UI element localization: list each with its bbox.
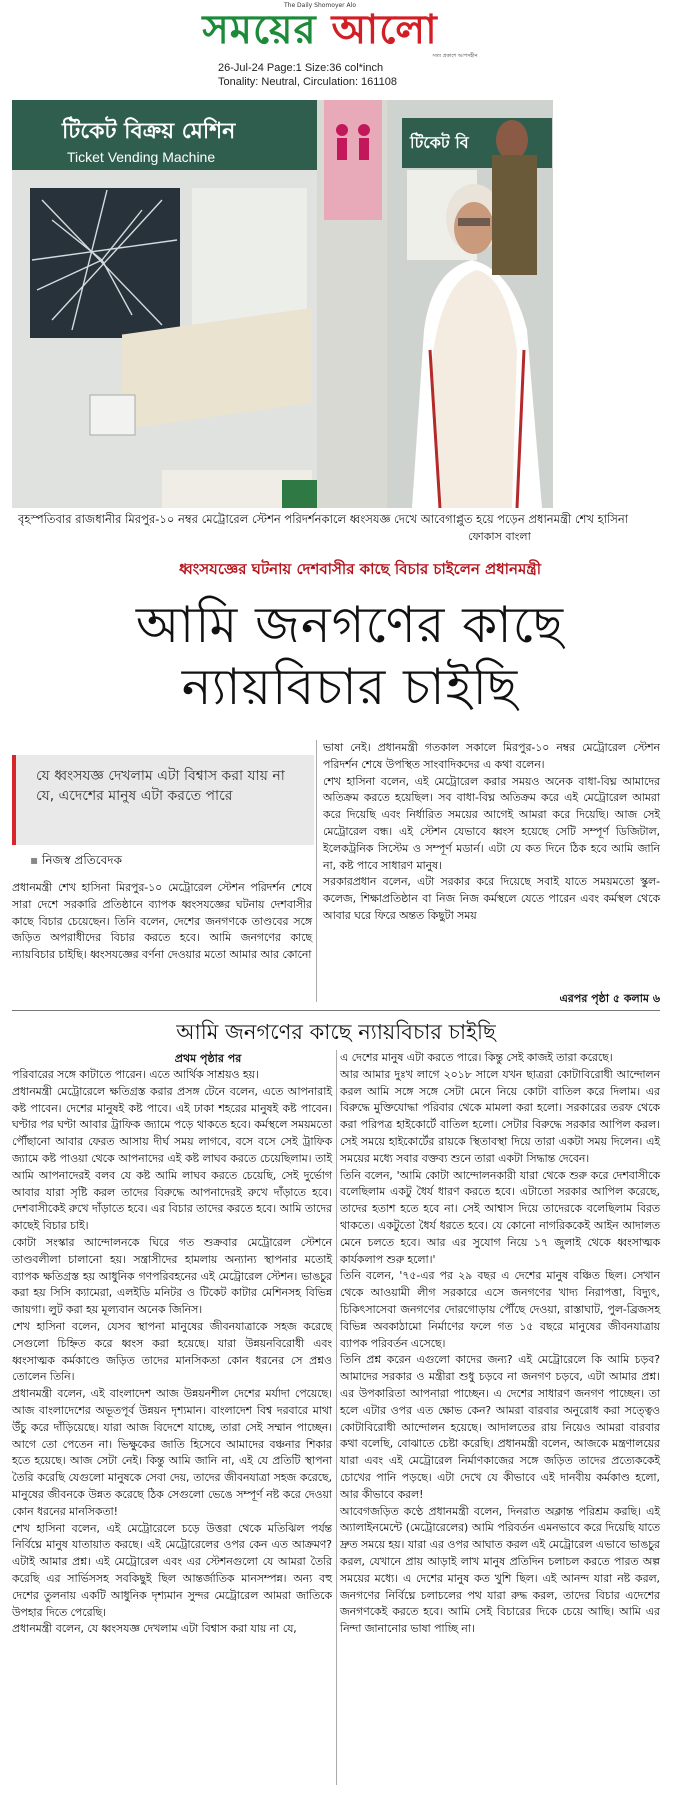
lead-column-2: ভাষা নেই। প্রধানমন্ত্রী গতকাল সকালে মিরপুর-১০ নম্বর মেট্রোরেল স্টেশন পরিদর্শন শেষে উপস্থিত সাংবাদিকদের এ কথা বলেন। শেখ হাসিনা বলেন, এই মেট্রোরেল করার সময়ও অনেক বাধা-বিঘ্ন আমাদের অতিক্রম করতে হয়েছিল। সব বাধা-বিঘ্ন অতিক্রম করে এই মেট্রোরেল আমরা করে দিয়েছি এবং নির্ধারিত সময়ের আগেই আমরা করে দিয়েছি। আজ সেই মেট্রোরেল বন্ধ। এই স্টেশন যেভাবে ধ্বংস হয়েছে সেটি সম্পূর্ণ ডিজিটাল, ইলেকট্রনিক সিস্টেম ও সম্পূর্ণ মডার্ন। এটা যে কত দিনে ঠিক হবে আমি জানি না, কষ্ট পাবে সাধারণ মানুষ। সরকারপ্রধান বলেন, এটা সরকার করে দিয়েছে সবাই যাতে সময়মতো স্কুল-কলেজ, শিক্ষাপ্রতিষ্ঠান বা নিজ নিজ কর্মস্থলে যেতে পারেন এবং কর্মস্থল থেকে আবার ঘরে ফিরে অন্তত কিছুটা সময় [323, 741, 660, 922]
lead-column-1: প্রধানমন্ত্রী শেখ হাসিনা মিরপুর-১০ মেট্রোরেল স্টেশন পরিদর্শন শেষে সারা দেশে সরকারি প্রতিষ্ঠানে ব্যাপক ধ্বংসযজ্ঞের ঘটনায় দেশবাসীর কাছে বিচার চেয়েছেন। তিনি বলেন, দেশের জনগণকে তাণ্ডবের সঙ্গে জড়িত অপরাধীদের বিচার করতে হবে। আমি জনগণের কাছে ন্যায়বিচার চাইছি। ধ্বংসযজ্ঞের বর্ণনা দেওয়ার মতো আমার আর কোনো [12, 881, 312, 962]
byline [30, 852, 122, 872]
masthead-english-name: The Daily Shomoyer Alo [283, 2, 356, 9]
headline-line2: ন্যায়বিচার চাইছি [181, 658, 519, 716]
masthead-title-part1: সময়ের [202, 7, 317, 53]
sign-right-bn: টিকেট বি [410, 133, 469, 152]
photo-credit: ফোকাস বাংলা [468, 530, 531, 543]
masthead-title-part2: আলো [331, 7, 438, 53]
news-photo-illustration [12, 100, 553, 508]
sign-left-en: Ticket Vending Machine [67, 149, 216, 165]
column-divider [336, 1050, 337, 1785]
continued-on: এরপর পৃষ্ঠা ৫ কলাম ৬ [559, 992, 660, 1005]
kicker: ধ্বংসযজ্ঞের ঘটনায় দেশবাসীর কাছে বিচার চাইলেন প্রধানমন্ত্রী [179, 560, 541, 578]
jump-from-label: প্রথম পৃষ্ঠার পর [174, 1052, 242, 1065]
byline-icon: ▪ [30, 853, 42, 867]
clip-meta-line2: Tonality: Neutral, Circulation: 161108 [218, 76, 397, 88]
sign-left-bn: টিকেট বিক্রয় মেশিন [62, 119, 236, 144]
masthead-tagline: সত্য প্রকাশে আপসহীন [432, 53, 478, 59]
news-photo [12, 100, 553, 508]
photo-caption: বৃহস্পতিবার রাজধানীর মিরপুর-১০ নম্বর মেট্রোরেল স্টেশন পরিদর্শনকালে ধ্বংসযজ্ঞ দেখে আবেগাপ্লুত হয়ে পড়েন প্রধানমন্ত্রী শেখ হাসিনা [18, 512, 629, 526]
jump-column-right: এ দেশের মানুষ এটা করতে পারে। কিন্তু সেই কাজই তারা করেছে। আর আমার দুঃখ লাগে ২০১৮ সালে যখন ছাত্ররা কোটাবিরোধী আন্দোলন করল আমি সঙ্গে সঙ্গে সেটা মেনে নিয়ে কোটা বাতিল করে দিলাম। এর বিরুদ্ধে মুক্তিযোদ্ধা পরিবার থেকে মামলা করা হলো। সরকারের তরফ থেকে করা পরিপত্র হাইকোর্টে বাতিল হলো। সেটার বিরুদ্ধে সরকার আপিল করল। সেই সময়ে হাইকোর্টের রায়কে স্থিতাবস্থা দিয়ে তারা একটা সময় দিলেন। এই সময়ের মধ্যে সবার বক্তব্য শুনে তারা একটা সিদ্ধান্ত দেবেন। তিনি বলেন, 'আমি কোটা আন্দোলনকারী যারা থেকে শুরু করে দেশবাসীকে বলেছিলাম একটু ধৈর্য ধারণ করতে হবে। এটাতো সরকার আপিল করেছে, তাদের হতাশ হতে হবে না। সেই আশ্বাস দিয়ে তাদেরকে বলেছিলাম বিরত থাকতে। একটুতো ধৈর্য ধরতে হবে। যে কোনো নাগরিককেই আইন আদালত মেনে চলতে হবে। আর এর সুযোগ নিয়ে ১৭ জুলাই থেকে ধ্বংসাত্মক কার্যকলাপ শুরু হলো।' তিনি বলেন, '৭৫-এর পর ২৯ বছর এ দেশের মানুষ বঞ্চিত ছিল। সেখান থেকে আওয়ামী লীগ সরকারে এসে জনগণের খাদ্য নিরাপত্তা, বিদ্যুৎ, চিকিৎসাসেবা জনগণের দোরগোড়ায় পৌঁছে দেওয়া, রাস্তাঘাট, পুল-ব্রিজসহ বিভিন্ন অবকাঠামো নির্মাণের ফলে গত ১৫ বছরে মানুষের জীবনযাত্রায় ব্যাপক পরিবর্তন এসেছে। তিনি প্রশ্ন করেন এগুলো কাদের জন্য? এই মেট্রোরেলে কি আমি চড়ব? আমাদের সরকার ও মন্ত্রীরা শুধু চড়বে না জনগণ চড়বে, এটা আমার প্রশ্ন। এর উপকারিতা আপনারা পাচ্ছেন। এ দেশের সাধারণ জনগণ পাচ্ছেন। তা হলে এটার ওপর এত ক্ষোভ কেন? আমরা বারবার অনুরোধ করা সত্ত্বেও কোটাবিরোধী আন্দোলন হয়েছে। আদালতের রায় নিয়েও আমরা বারবার কথা বলেছি, বোঝাতে চেষ্টা করেছি। প্রধানমন্ত্রী বলেন, আজকে মন্ত্রণালয়ের যারা এবং এই মেট্রোরেল নির্মাণকাজের সঙ্গে জড়িত তাদের প্রত্যেককেই চোখের পানি পড়ছে। এটা দেখে যে কীভাবে এই দানবীয় কর্মকাণ্ড হলো, আর কীভাবে করল! আবেগজড়িত কণ্ঠে প্রধানমন্ত্রী বলেন, দিনরাত অক্লান্ত পরিশ্রম করছি। এই অ্যালাইনমেন্টে (মেট্রোরেলের) আমি পরিবর্তন এমনভাবে করে দিয়েছি যাতে দ্রুত সময়ে হয়। যারা এর ওপর আঘাত করল এই মেট্রোরেল এভাবে ভাঙচুর করল, যেখানে প্রায় আড়াই লাখ মানুষ প্রতিদিন চলাচল করতে পারত অল্প সময়ের মধ্যে। এ দেশের মানুষ কত খুশি ছিল। এই আনন্দ যারা নষ্ট করল, জনগণের নির্বিঘ্নে চলাচলের পথ যারা রুদ্ধ করল, তাদের বিচার এদেশের জনগণকেই করতে হবে। আমি সেই বিচারের দিকে চেয়ে আছি। আমি এর নিন্দা জানানোর ভাষা পাচ্ছি না। [340, 1051, 660, 1636]
headline-line1: আমি জনগণের কাছে [135, 596, 565, 654]
jump-column-left: পরিবারের সঙ্গে কাটাতে পারেন। এতে আর্থিক সাশ্রয়ও হয়। প্রধানমন্ত্রী মেট্রোরেলে ক্ষতিগ্রস্ত করার প্রসঙ্গ টেনে বলেন, এতে আপনারাই কষ্ট পাবেন। দেশের মানুষই কষ্ট পাবে। এই ঢাকা শহরের মানুষই কষ্ট পাবেন। ঘণ্টার পর ঘণ্টা আবার ট্রাফিক জ্যামে পড়ে থাকতে হবে। কর্মস্থলে সময়মতো পৌঁছানো আবার ফেরত আসায় দীর্ঘ সময় লাগবে, বসে বসে সেই ট্রাফিক জ্যামে কষ্ট পাওয়া থেকে আপনাদের এই কষ্ট লাঘব করতে চেয়েছিলাম। তাই আমি আপনাদেরই বলব যে কষ্ট আমি লাঘব করতে চেয়েছি, সেই দুর্ভোগ আবার যারা সৃষ্টি করল তাদের বিরুদ্ধে আপনাদেরই রুখে দাঁড়াতে হবে। দেশবাসীকেই রুখে দাঁড়াতে হবে। এর বিচার তাদের করতে হবে। আমি তাদের কাছেই বিচার চাই। কোটা সংস্কার আন্দোলনকে ঘিরে গত শুক্রবার মেট্রোরেল স্টেশনে তাণ্ডবলীলা চালানো হয়। সন্ত্রাসীদের হামলায় অন্যান্য স্থাপনার মতোই ব্যাপক ক্ষতিগ্রস্ত হয় আধুনিক গণপরিবহনের এই মেট্রোরেল স্টেশন। ভাঙচুর করা হয় সিসি ক্যামেরা, এলইডি মনিটর ও টিকেট কাটার মেশিনসহ বিভিন্ন জায়গা। লুট করা হয় মূল্যবান অনেক জিনিস। শেখ হাসিনা বলেন, যেসব স্থাপনা মানুষের জীবনযাত্রাকে সহজ করেছে সেগুলো চিহ্নিত করে ধ্বংস করা হয়েছে। যারা উন্নয়নবিরোধী এবং ধ্বংসাত্মক কর্মকাণ্ডে জড়িত তাদের মানসিকতা কোন ধরনের সে প্রশ্নও তোলেন তিনি। প্রধানমন্ত্রী বলেন, এই বাংলাদেশ আজ উন্নয়নশীল দেশের মর্যাদা পেয়েছে। আজ বাংলাদেশের অভূতপূর্ব উন্নয়ন দৃশ্যমান। বাংলাদেশ বিশ্ব দরবারে মাথা উঁচু করে দাঁড়িয়েছে। যারা আজ বিদেশে যাচ্ছে, তারা সেই সম্মান পাচ্ছেন। আগে তো পেতেন না। ভিক্ষুকের জাতি হিসেবে আমাদের বঞ্চনার শিকার হতে হয়েছে। আজ সেটা নেই। কিন্তু আমি জানি না, এই যে প্রতিটি স্থাপনা তৈরি করেছি যেগুলো মানুষকে সেবা দেয়, তাদের জীবনযাত্রা সহজ করেছে, মানুষের জীবনকে উন্নত করেছে ঠিক সেগুলো ভেঙে সম্পূর্ণ নষ্ট করে দেওয়া কোন ধরনের মানসিকতা! শেখ হাসিনা বলেন, এই মেট্রোরেলে চড়ে উত্তরা থেকে মতিঝিল পর্যন্ত নির্বিঘ্নে মানুষ যাতায়াত করছে। এই মেট্রোরেলের ওপর কেন এত আক্রমণ? এটাই আমার প্রশ্ন। এই মেট্রোরেল এবং এর স্টেশনগুলো যে আমরা তৈরি করেছি এর সার্ভিসসহ সবকিছুই ছিল আন্তর্জাতিক মানসম্পন্ন। অন্য বহু দেশের তুলনায় একটি আধুনিক দৃশ্যমান সুন্দর মেট্রোরেল আমরা জাতিকে উপহার দিতে পেরেছি। প্রধানমন্ত্রী বলেন, যে ধ্বংসযজ্ঞ দেখলাম এটা বিশ্বাস করা যায় না যে, [12, 1068, 332, 1636]
column-divider [316, 740, 317, 1002]
jump-headline: আমি জনগণের কাছে ন্যায়বিচার চাইছি [176, 1020, 496, 1044]
masthead-logo [150, 8, 490, 52]
headline [30, 594, 670, 718]
byline-text: নিজস্ব প্রতিবেদক [41, 853, 122, 867]
section-divider [12, 1010, 660, 1011]
clip-meta-line1: 26-Jul-24 Page:1 Size:36 col*inch [218, 62, 384, 74]
pull-quote: যে ধ্বংসযজ্ঞ দেখলাম এটা বিশ্বাস করা যায় না যে, এদেশের মানুষ এটা করতে পারে [36, 768, 285, 804]
